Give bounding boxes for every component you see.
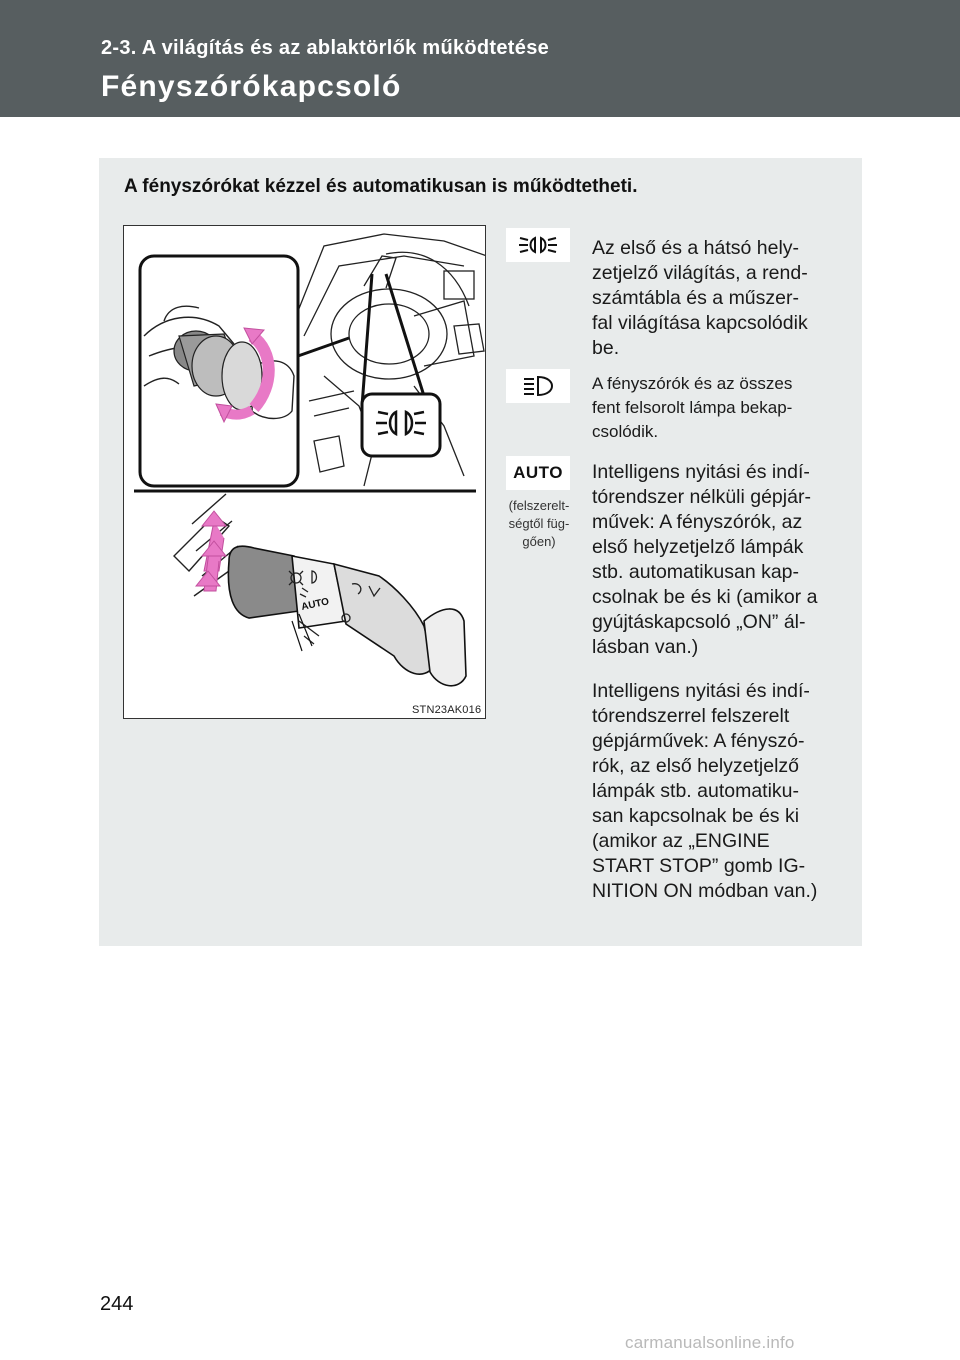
item-2-description: A fényszórók és az összes fent felsorolt lámpa bekap- csolódik. <box>592 374 793 441</box>
section-header <box>0 0 960 117</box>
auto-icon: AUTO <box>513 463 563 482</box>
illustration-drawing <box>124 226 486 719</box>
headlight-icon <box>506 369 570 403</box>
section-title: 2-3. A világítás és az ablaktörlők működtetése <box>101 37 550 59</box>
figure-code: STN23AK016 <box>412 704 482 716</box>
auto-symbol-note: (felszerelt- ségtől füg- gően) <box>508 498 570 549</box>
item-3-description-2: Intelligens nyitási és indí- tórendszerrel felszerelt gépjárművek: A fényszó- rók, az első helyzetjelző lámpák stb. automatiku- san kapcsolnak be és ki (amikor az „ENGINE START STOP” gomb IG- NITION ON módban van.) <box>592 680 818 902</box>
position-lights-icon <box>506 228 570 262</box>
item-1-description: Az első és a hátsó hely- zetjelző világítás, a rend- számtábla és a műszer- fal világítása kapcsolódik be. <box>592 237 808 359</box>
watermark: carmanualsonline.info <box>625 1333 795 1352</box>
item-3-description: Intelligens nyitási és indí- tórendszer nélküli gépjár- művek: A fényszórók, az első helyzetjelző lámpák stb. automatikusan kap- csolnak be és ki (amikor a gyújtáskapcsoló „ON” ál- lásban van.) <box>592 461 818 658</box>
headlight-switch-illustration <box>123 225 486 719</box>
position-lights-symbol <box>506 228 570 262</box>
intro-text: A fényszórókat kézzel és automatikusan is működtetheti. <box>124 176 638 197</box>
headlight-symbol <box>506 369 570 403</box>
page-title: Fényszórókapcsoló <box>101 70 402 103</box>
auto-symbol <box>506 456 570 490</box>
page-number: 244 <box>100 1293 134 1315</box>
lever-auto-label: AUTO <box>300 596 331 613</box>
